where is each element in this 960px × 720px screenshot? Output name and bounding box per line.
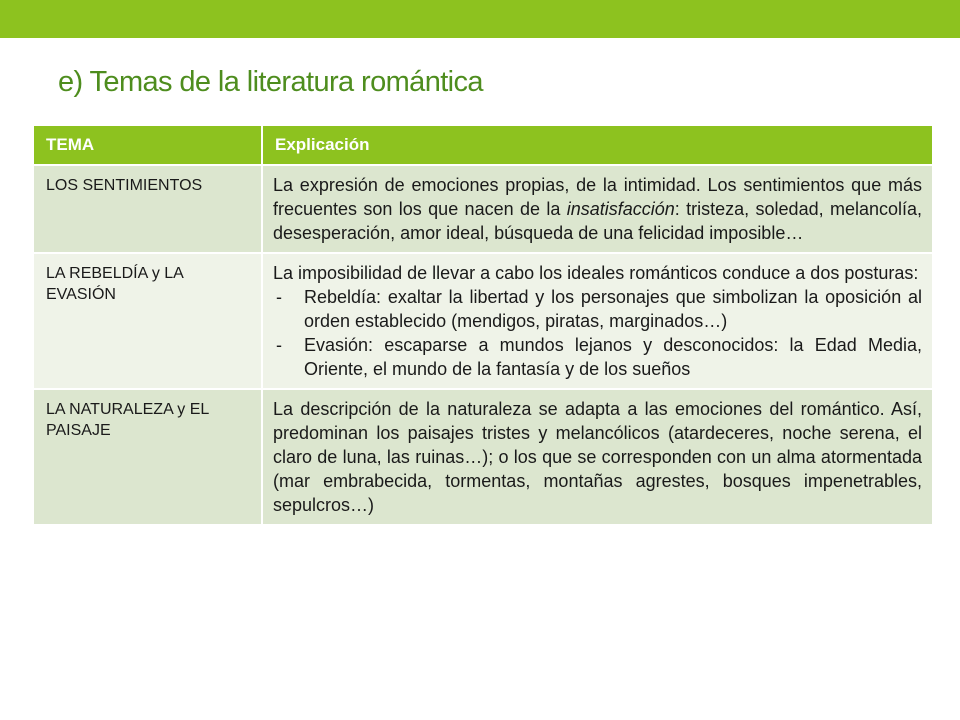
table-row: [34, 165, 932, 253]
table-header-row: [34, 126, 932, 165]
list-item-evasion: [273, 333, 922, 381]
dash-bullet: -: [276, 335, 282, 355]
explanation-intro: La imposibilidad de llevar a cabo los ideales románticos conduce a dos posturas:: [273, 263, 919, 283]
list-item-rebeldia: [273, 285, 922, 333]
dash-bullet: -: [276, 287, 282, 307]
explanation-sentimientos: [262, 165, 932, 253]
explanation-text-end: : tristeza, soledad, melancolía, desesperación, amor ideal, búsqueda de una felicidad imposible…: [273, 199, 923, 243]
list-item-text: Evasión: escaparse a mundos lejanos y desconocidos: la Edad Media, Oriente, el mundo de la fantasía y de los sueños: [304, 335, 922, 379]
header-explicacion: Explicación: [262, 126, 932, 165]
table-row: [34, 389, 932, 525]
theme-naturaleza-paisaje: LA NATURALEZA y EL PAISAJE: [34, 389, 262, 525]
table-row: [34, 253, 932, 389]
top-accent-bar: [0, 0, 960, 38]
list-item-text: Rebeldía: exaltar la libertad y los personajes que simbolizan la oposición al orden establecido (mendigos, piratas, marginados…): [304, 287, 922, 331]
theme-rebeldia-evasion: LA REBELDÍA y LA EVASIÓN: [34, 253, 262, 389]
slide-title: e) Temas de la literatura romántica: [58, 66, 483, 98]
explanation-rebeldia-evasion: [262, 253, 932, 389]
explanation-naturaleza-paisaje: La descripción de la naturaleza se adapta a las emociones del romántico. Así, predominan los paisajes tristes y melancólicos (atardeceres, noche serena, el claro de luna, las ruinas…); o los que se corresponden con un alma atormentada (mar embrabecida, tormentas, montañas agrestes, bosques impenetrables, sepulcros…): [262, 389, 932, 525]
header-tema: TEMA: [34, 126, 262, 165]
themes-table: [34, 126, 932, 526]
explanation-text-start: La expresión de emociones propias, de la intimidad. Los sentimientos que más frecuentes son los que nacen de la: [273, 175, 922, 219]
explanation-italic-word: insatisfacción: [566, 199, 675, 219]
explanation-paragraph: [273, 173, 922, 245]
theme-sentimientos: LOS SENTIMIENTOS: [34, 165, 262, 253]
postures-list: [273, 285, 922, 381]
